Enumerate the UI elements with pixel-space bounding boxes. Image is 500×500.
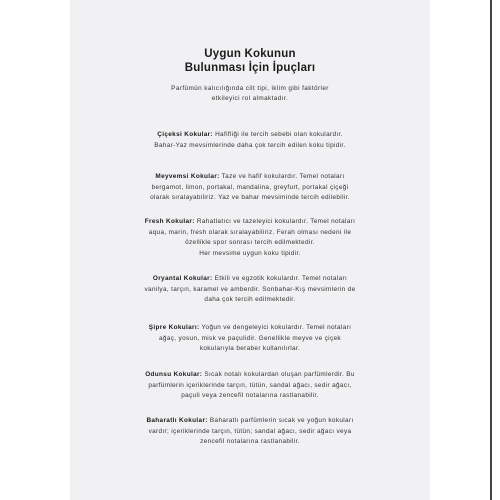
section-heading: Fresh Kokular: — [144, 218, 195, 225]
section-heading: Meyvemsi Kokular: — [155, 173, 220, 180]
section-text: Taze ve hafif kokulardır. Temel notaları — [219, 173, 345, 180]
section-heading: Oryantal Kokular: — [152, 275, 213, 282]
right-border-line — [490, 0, 492, 500]
section-text: zencefil notalarına rastlanabilir. — [200, 438, 300, 445]
section-heading: Baharatlı Kokular: — [146, 417, 208, 424]
section-text: Etkili ve egzotik kokulardır. Temel notaları — [212, 275, 348, 282]
section-spicy-line-1 — [88, 416, 412, 427]
section-oriental-line-1 — [88, 274, 412, 285]
section-text: daha çok tercih edilmektedir. — [204, 296, 296, 303]
section-text: vardır; içeriklerinde tarçın, tütün; sandal ağacı, sedir ağacı veya — [148, 427, 352, 435]
section-spicy — [88, 416, 412, 448]
section-text: Rahatlatıcı ve tazeleyici kokulardır. Temel notaları — [194, 218, 356, 225]
section-text: Yoğun ve dengeleyici kokulardır. Temel notaları — [199, 324, 352, 331]
section-heading: Odunsu Kokular: — [145, 371, 203, 378]
title-line-2: Bulunması İçin İpuçları — [184, 62, 316, 74]
section-fresh-line-1 — [88, 217, 412, 228]
section-text: bergamot, limon, portakal, mandalina, greyfurt, portakal çiçeği — [151, 183, 349, 191]
intro-text — [100, 84, 400, 103]
section-text: Baharatlı parfümlerin sıcak ve yoğun kokuları — [207, 417, 354, 424]
section-text: vanilya, tarçın, karamel ve amberdir. Sonbahar-Kış mevsimlerin de — [144, 285, 356, 293]
section-fruity — [88, 172, 412, 204]
section-heading: Şipre Kokuları: — [148, 324, 200, 331]
section-heading: Çiçeksi Kokular: — [157, 131, 213, 138]
section-floral-line-1 — [88, 130, 412, 141]
section-text: parfümlerin içeriklerinde tarçın, tütün, sandal ağacı, sedir ağacı, — [148, 381, 352, 389]
section-text: paçuli veya zencefil notalarına rastlanabilir. — [181, 392, 319, 399]
section-text: özellikle spor sonrası tercih edilmektedir. — [185, 239, 315, 246]
page-title — [70, 47, 430, 75]
section-woody — [88, 370, 412, 402]
section-text: Hafifliği ile tercih sebebi olan kokulardır. — [212, 131, 343, 138]
section-text: ağaç, yosun, misk ve paçulidir. Genellikle meyve ve çiçek — [159, 334, 341, 342]
title-line-1: Uygun Kokunun — [204, 48, 296, 60]
section-floral — [88, 130, 412, 151]
section-text: aqua, marin, fresh olarak sıralayabiliriz. Ferah olması nedeni ile — [148, 228, 352, 236]
section-oriental — [88, 274, 412, 306]
section-fresh — [88, 217, 412, 259]
section-text: Her mevsime uygun koku tipidir. — [199, 249, 301, 257]
section-chypre — [88, 323, 412, 355]
info-card — [70, 0, 430, 500]
intro-line-2: etkileyici rol almaktadır. — [211, 94, 289, 102]
section-fruity-line-1 — [88, 172, 412, 183]
section-text: Bahar-Yaz mevsimlerinde daha çok tercih edilen koku tipidir. — [154, 141, 346, 149]
section-text: kokularıyla beraber kullanılırlar. — [199, 345, 301, 352]
section-chypre-line-1 — [88, 323, 412, 334]
section-woody-line-1 — [88, 370, 412, 381]
intro-line-1: Parfümün kalıcılığında cilt tipi, iklim gibi faktörler — [171, 85, 329, 92]
section-text: Sıcak notalı kokulardan oluşan parfümlerdir. Bu — [202, 371, 355, 378]
section-text: olarak sıralayabiliriz. Yaz ve bahar mevsiminde tercih edilebilir. — [150, 194, 350, 201]
